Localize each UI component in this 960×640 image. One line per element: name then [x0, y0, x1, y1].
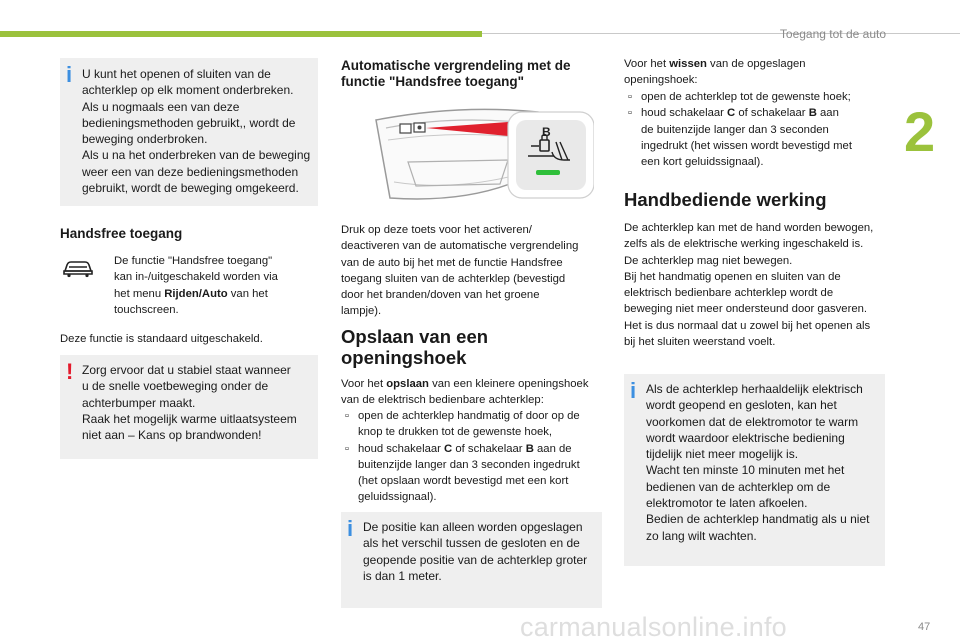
save-intro-text-end: van een kleinere openingshoek van de elektrisch bedienbare achterklep: — [341, 378, 589, 407]
section-title: Toegang tot de auto — [779, 27, 886, 41]
warning-box — [60, 355, 318, 459]
manual-operation-text: De achterklep kan met de hand worden bewogen, zelfs als de elektrische werking ingeschakeld is. De achterklep mag niet bewegen. Bij het handmatig openen en sluiten van de elektrisch bedienbare achterklep wordt de beweging niet meer ondersteund door gasveren. Het is dus normaal dat u zowel bij het openen als bij het sluiten weerstand voelt. — [624, 222, 874, 349]
wipe-intro-text: Voor het — [624, 58, 670, 70]
bullet-marker: ▫ — [345, 442, 349, 455]
bullet-marker: ▫ — [628, 107, 632, 120]
touchscreen-info-text-end: van het touchscreen. — [114, 287, 268, 316]
warning-icon: ! — [66, 359, 74, 384]
chapter-number: 2 — [904, 100, 936, 163]
save-step-1: open de achterklep handmatig of door op de knop te drukken tot de gewenste hoek, — [358, 410, 580, 439]
info-icon: i — [630, 378, 637, 403]
wipe-angle-steps — [624, 89, 886, 170]
lock-button-letter: B — [542, 125, 551, 139]
info-icon: i — [66, 62, 73, 87]
wipe-intro-emphasis: wissen — [669, 58, 707, 70]
save-angle-heading: Opslaan van een openingshoek — [341, 326, 489, 368]
bullet-marker: ▫ — [345, 410, 349, 422]
wipe-step-2-or: of schakelaar — [735, 107, 809, 120]
list-item — [624, 89, 886, 105]
switch-b-label: B — [525, 442, 534, 455]
info-box-overheat — [624, 374, 885, 566]
switch-b-label: B — [808, 107, 817, 120]
car-touchscreen-icon — [62, 256, 94, 278]
manual-operation-heading: Handbediende werking — [624, 189, 827, 210]
save-step-2 — [358, 443, 580, 504]
menu-name: Rijden/Auto — [164, 287, 228, 300]
info-icon: i — [347, 516, 354, 541]
header-accent-bar — [0, 31, 482, 37]
touchscreen-info — [114, 253, 314, 318]
list-item — [624, 105, 886, 170]
wipe-step-2 — [641, 107, 852, 168]
save-intro-text: Voor het — [341, 378, 387, 390]
wipe-step-2-end: aan de buitenzijde langer dan 3 seconden ingedrukt (het wissen wordt bevestigd met een kort geluidssignaal). — [641, 107, 852, 169]
list-item — [341, 408, 603, 441]
auto-lock-heading-line1: Automatische vergrendeling met de — [341, 58, 571, 73]
info-box-text: U kunt het openen of sluiten van de achterklep op elk moment onderbreken. Als u nogmaals een van deze bedieningsmethoden gebruikt,, wordt de beweging onderbroken. Als u na het onderbreken van de beweging weer een van deze bedieningsmethoden gebruikt, wordt de beweging omgekeerd. — [82, 67, 311, 196]
save-step-2-end: aan de buitenzijde langer dan 3 seconden ingedrukt (het opslaan wordt bevestigd met een kort geluidssignaal). — [358, 442, 580, 504]
handsfree-heading: Handsfree toegang — [60, 226, 183, 241]
header-rule — [482, 33, 960, 34]
wipe-step-2-text: houd schakelaar — [641, 107, 728, 120]
save-angle-intro — [341, 376, 603, 409]
page-number: 47 — [918, 621, 931, 633]
auto-lock-instructions: Druk op deze toets voor het activeren/ deactiveren van de automatische vergrendeling van de auto bij het met de functie Handsfree toegang sluiten van de achterklep (bevestigd door het branden/doven van het groene lampje). — [341, 224, 579, 318]
info-box-position — [341, 512, 602, 608]
save-step-2-or: of schakelaar — [452, 442, 526, 455]
switch-c-label: C — [727, 107, 736, 120]
auto-lock-heading-line2: functie "Handsfree toegang" — [341, 74, 525, 89]
tailgate-button-illustration — [368, 102, 594, 212]
default-disabled-text: Deze functie is standaard uitgeschakeld. — [60, 333, 263, 345]
wipe-step-1: open de achterklep tot de gewenste hoek; — [641, 91, 851, 103]
info-box-text: De positie kan alleen worden opgeslagen als het verschil tussen de gesloten en de geopende positie van de achterklep groter is dan 1 meter. — [363, 520, 588, 583]
touchscreen-info-text: De functie "Handsfree toegang" kan in-/uitgeschakeld worden via het menu — [114, 255, 278, 300]
auto-lock-heading — [341, 58, 571, 90]
watermark: carmanualsonline.info — [520, 612, 787, 640]
bullet-marker: ▫ — [628, 91, 632, 103]
list-item — [341, 441, 603, 506]
switch-c-label: C — [444, 442, 453, 455]
wipe-angle-intro — [624, 56, 886, 89]
save-intro-emphasis: opslaan — [386, 378, 429, 390]
warning-text: Zorg ervoor dat u stabiel staat wanneer u de snelle voetbeweging onder de achterbumper maakt. Raak het mogelijk warme uitlaatsysteem niet aan – Kans op brandwonden! — [82, 363, 297, 443]
save-step-2-text: houd schakelaar — [358, 442, 445, 455]
info-box-text: Als de achterklep herhaaldelijk elektrisch wordt geopend en gesloten, kan het voorkomen dat de elektromotor te warm wordt waardoor elektrische bediening tijdelijk niet meer mogelijk is. Wacht ten minste 10 minuten met het bedienen van de achterklep om de elektromotor te laten afkoelen. Bedien de achterklep handmatig als u niet zo lang wilt wachten. — [646, 382, 870, 543]
info-box-interrupt — [60, 58, 318, 206]
wipe-intro-text-end: van de opgeslagen openingshoek: — [624, 58, 806, 87]
save-angle-steps — [341, 408, 603, 506]
